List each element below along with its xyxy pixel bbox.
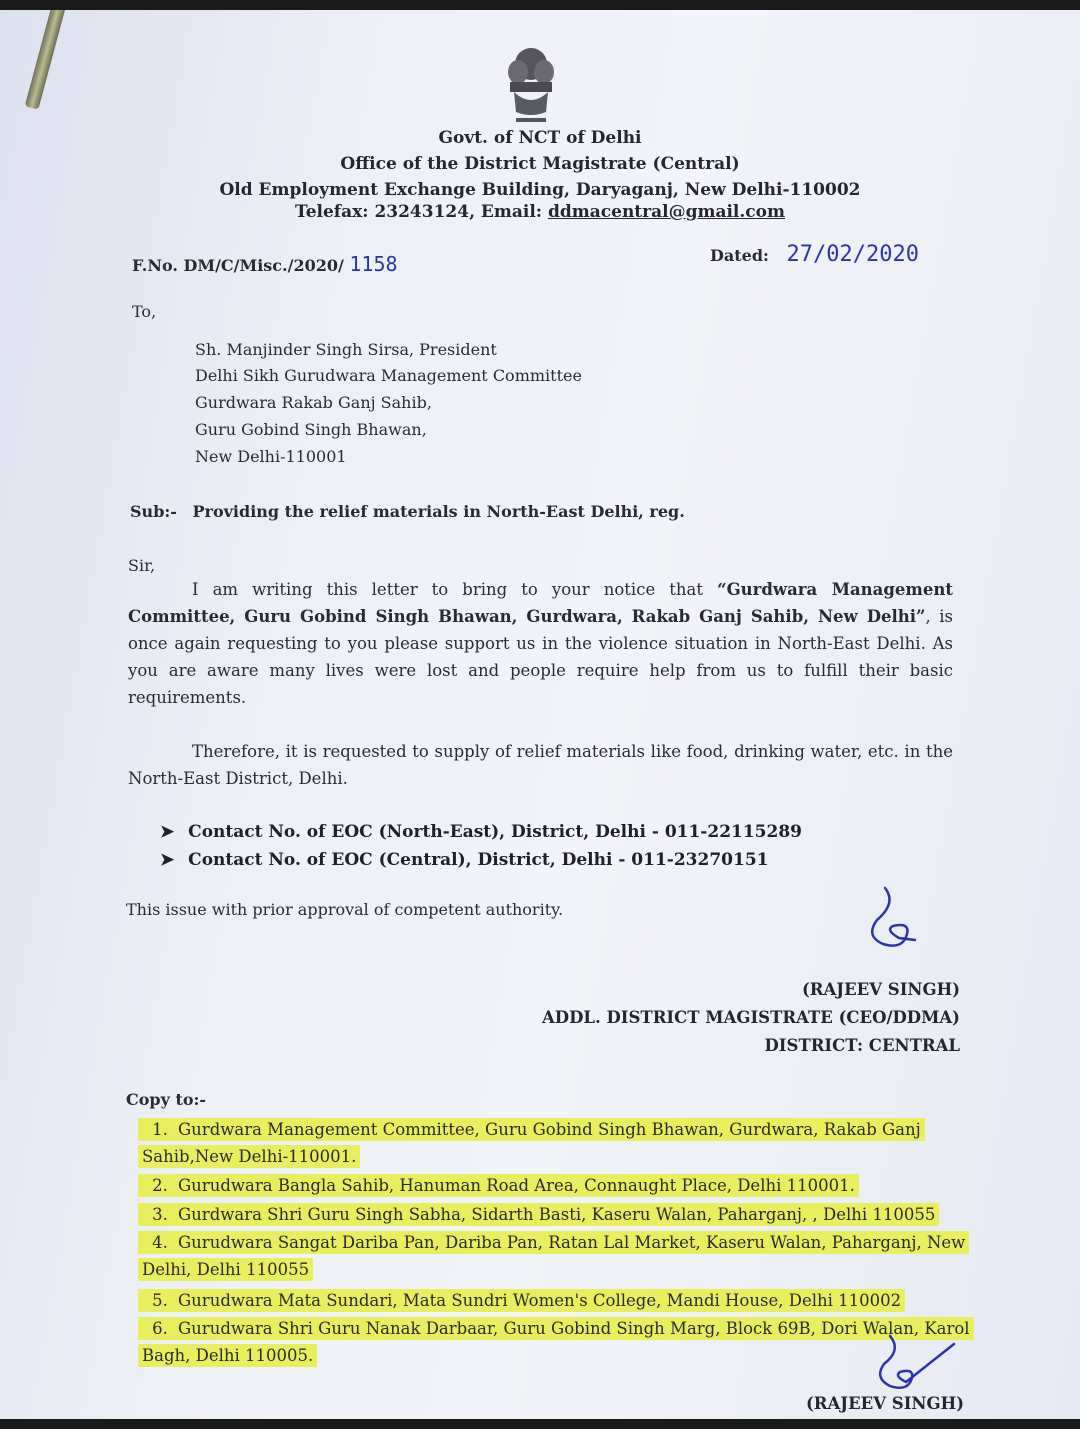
to-label: To, <box>132 302 157 321</box>
file-number <box>132 252 398 276</box>
contact-text: Contact No. of EOC (Central), District, Delhi - 011-23270151 <box>188 850 769 870</box>
copy-item-text: Gurdwara Shri Guru Singh Sabha, Sidarth Basti, Kaseru Walan, Paharganj, , Delhi 110055 <box>178 1205 936 1224</box>
copy-item-number: 6. <box>152 1319 168 1338</box>
bottom-signatory-name: (RAJEEV SINGH) <box>805 1394 964 1413</box>
header-line-contact <box>0 202 1080 222</box>
copy-item-text: Gurudwara Sangat Dariba Pan, Dariba Pan, Ratan Lal Market, Kaseru Walan, Paharganj, New Delhi, Delhi 110055 <box>142 1233 966 1279</box>
contact-item <box>160 850 768 870</box>
body-paragraph-1 <box>128 576 953 711</box>
copy-item-number: 1. <box>152 1120 168 1139</box>
letter-page <box>0 10 1080 1419</box>
copy-item-text: Gurudwara Bangla Sahib, Hanuman Road Area, Connaught Place, Delhi 110001. <box>178 1176 855 1195</box>
subject <box>130 502 685 521</box>
dated <box>710 242 919 267</box>
file-number-label: F.No. DM/C/Misc./2020/ <box>132 256 344 275</box>
signatory-name: (RAJEEV SINGH) <box>801 980 960 999</box>
subject-label: Sub:- <box>130 502 177 521</box>
header-line-govt: Govt. of NCT of Delhi <box>438 128 642 148</box>
approval-note: This issue with prior approval of competent authority. <box>126 900 564 919</box>
copy-item-6 <box>138 1315 973 1369</box>
signature-image <box>868 1330 958 1400</box>
copy-item-text: Gurudwara Shri Guru Nanak Darbaar, Guru Gobind Singh Marg, Block 69B, Dori Walan, Karol Bagh, Delhi 110005. <box>142 1319 970 1365</box>
dated-handwritten: 27/02/2020 <box>786 242 919 267</box>
dated-label: Dated: <box>710 246 769 265</box>
addressee-line: Gurdwara Rakab Ganj Sahib, <box>195 393 432 412</box>
copy-item-4 <box>138 1229 973 1283</box>
copy-item-3 <box>138 1201 973 1228</box>
body-paragraph-2: Therefore, it is requested to supply of relief materials like food, drinking water, etc. in the North-East District, Delhi. <box>128 742 953 788</box>
addressee-line: Guru Gobind Singh Bhawan, <box>195 420 427 439</box>
copy-item-number: 4. <box>152 1233 168 1252</box>
header-line-address: Old Employment Exchange Building, Daryaganj, New Delhi-110002 <box>219 180 861 200</box>
salutation: Sir, <box>128 556 156 575</box>
header-line-office: Office of the District Magistrate (Central) <box>340 154 740 174</box>
subject-text: Providing the relief materials in North-East Delhi, reg. <box>192 502 685 521</box>
addressee-line: Sh. Manjinder Singh Sirsa, President <box>195 340 497 359</box>
copy-item-5 <box>138 1287 973 1314</box>
addressee-line: New Delhi-110001 <box>195 447 347 466</box>
body-p1-start: I am writing this letter to bring to your notice that <box>192 580 718 599</box>
copy-item-number: 2. <box>152 1176 168 1195</box>
signatory-designation: ADDL. DISTRICT MAGISTRATE (CEO/DDMA) <box>541 1008 960 1027</box>
contact-text: Contact No. of EOC (North-East), District, Delhi - 011-22115289 <box>188 822 802 842</box>
telefax: Telefax: 23243124, Email: <box>295 202 543 222</box>
addressee-line: Delhi Sikh Gurudwara Management Committee <box>195 366 582 385</box>
email-link[interactable]: ddmacentral@gmail.com <box>548 202 785 222</box>
file-number-handwritten: 1158 <box>349 252 398 276</box>
contact-item <box>160 822 802 842</box>
arrow-bullet-icon: ➤ <box>160 822 175 842</box>
arrow-bullet-icon: ➤ <box>160 850 175 870</box>
body-p1-bold: “Gurdwara Management Committee, Guru Gobind Singh Bhawan, Gurdwara, Rakab Ganj Sahib, New Delhi” <box>128 580 953 626</box>
pen-object <box>25 10 70 110</box>
body-p1-end: , is once again requesting to you please support us in the violence situation in North-East Delhi. As you are aware many lives were lost and people require help from us to fulfill their basic requirements. <box>128 607 953 707</box>
copy-to-label: Copy to:- <box>126 1090 207 1109</box>
copy-item-number: 3. <box>152 1205 168 1224</box>
signatory-district: DISTRICT: CENTRAL <box>764 1036 960 1055</box>
copy-item-text: Gurudwara Mata Sundari, Mata Sundri Women's College, Mandi House, Delhi 110002 <box>178 1291 902 1310</box>
national-emblem-icon <box>496 42 566 132</box>
copy-item-number: 5. <box>152 1291 168 1310</box>
copy-item-text: Gurdwara Management Committee, Guru Gobind Singh Bhawan, Gurdwara, Rakab Ganj Sahib,New Delhi-110001. <box>142 1120 921 1166</box>
signature-image <box>855 878 935 958</box>
copy-item-1 <box>138 1116 973 1170</box>
copy-item-2 <box>138 1172 973 1199</box>
